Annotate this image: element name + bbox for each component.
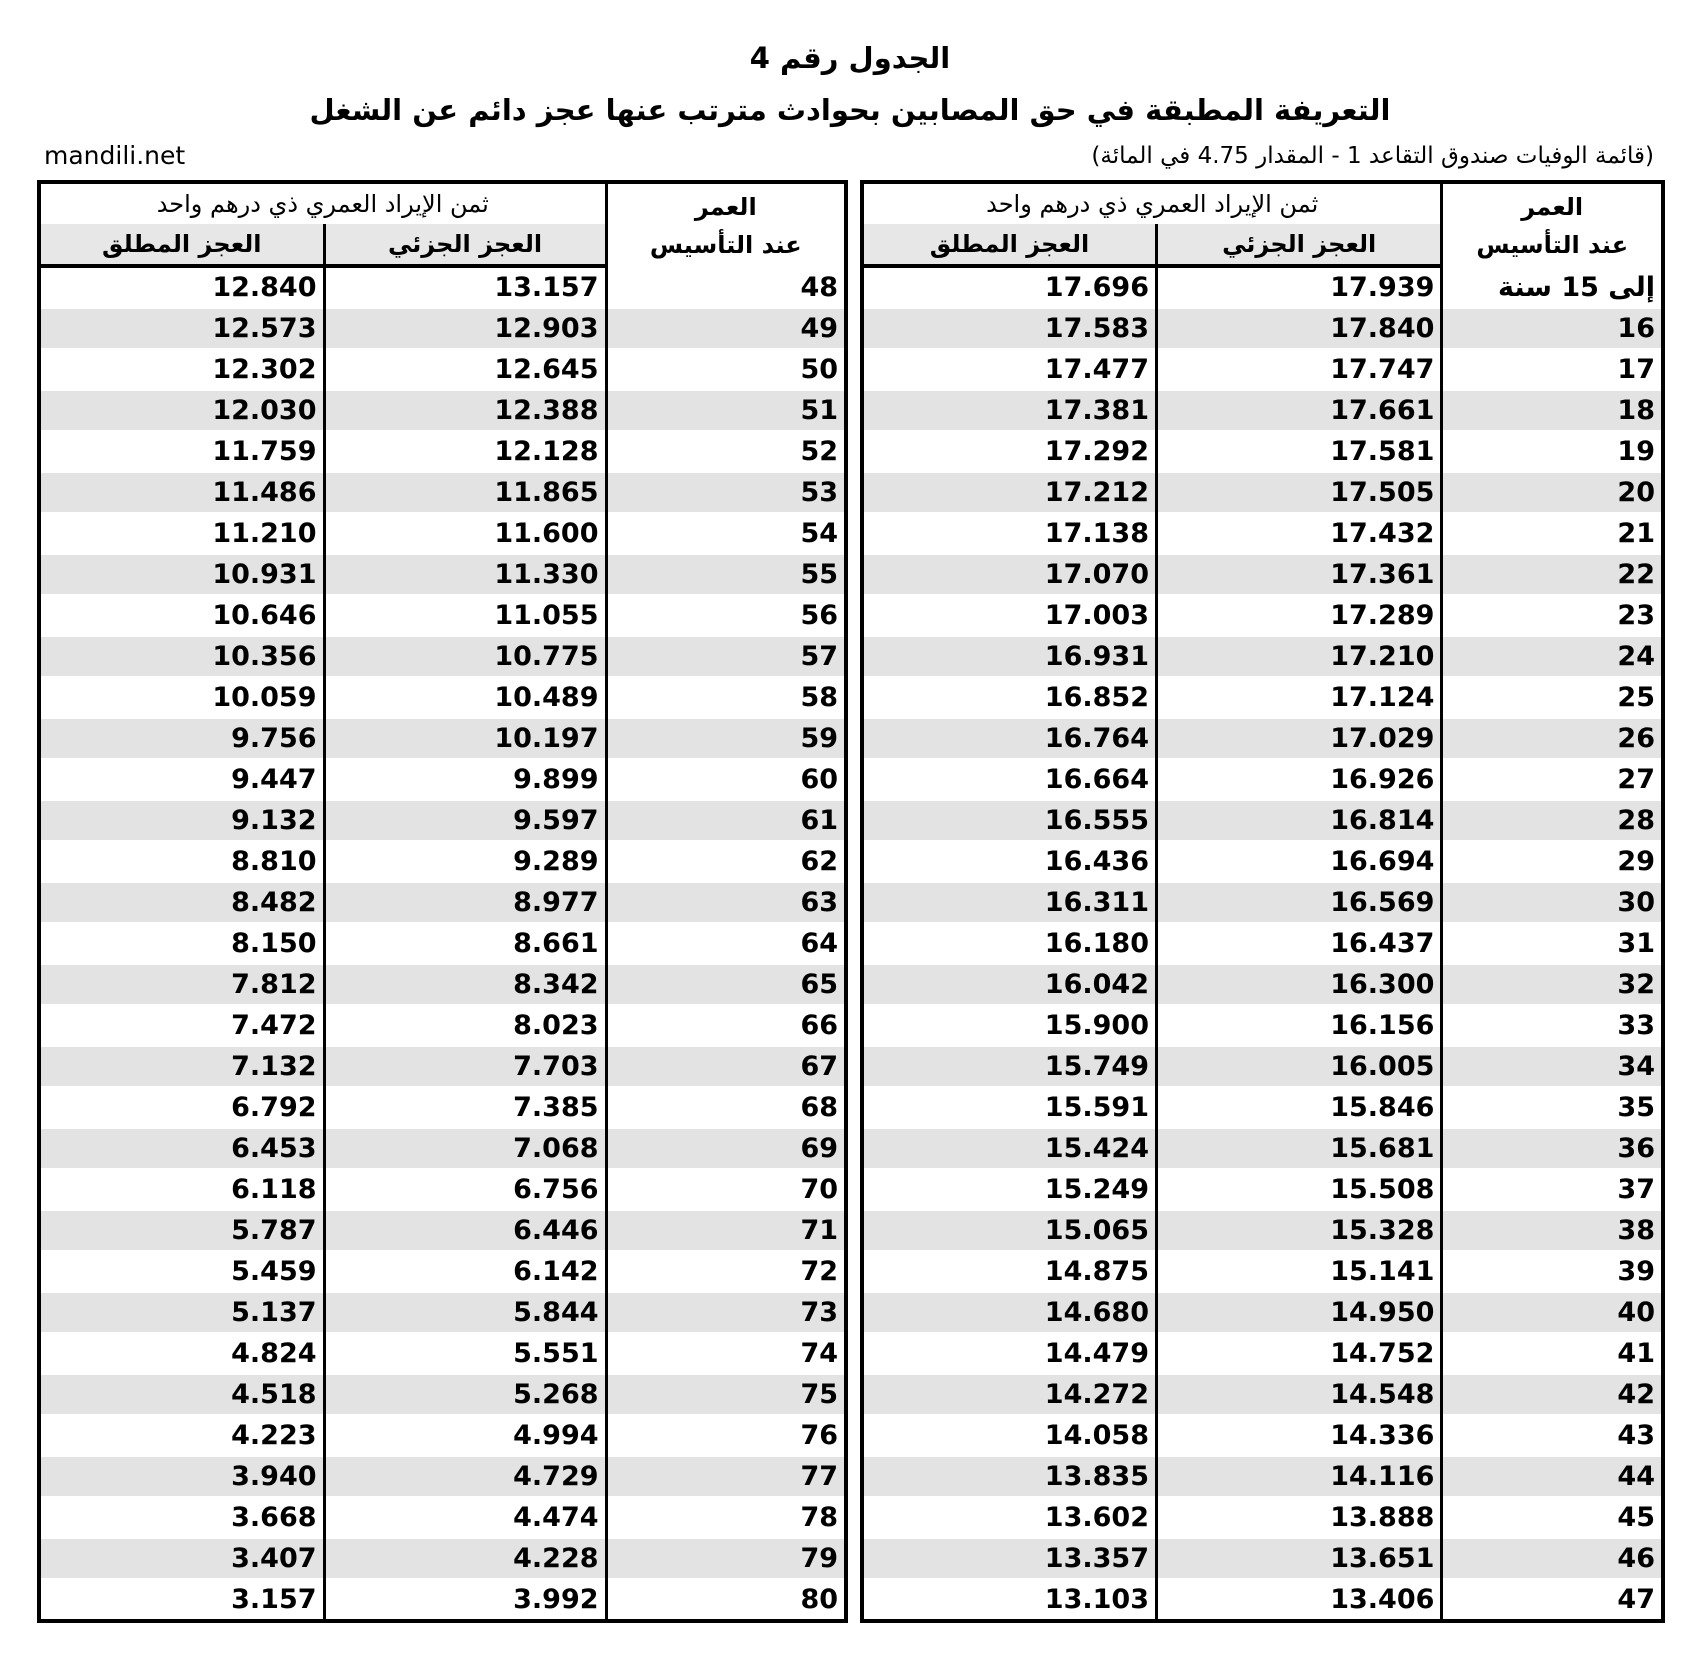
page-title: الجدول رقم 4 bbox=[749, 41, 951, 75]
absolute-disability-cell: 15.065 bbox=[862, 1210, 1157, 1251]
absolute-disability-cell: 4.223 bbox=[39, 1415, 324, 1456]
age-cell: 67 bbox=[606, 1046, 846, 1087]
absolute-disability-cell: 13.835 bbox=[862, 1456, 1157, 1497]
partial-disability-cell: 8.023 bbox=[324, 1005, 606, 1046]
right-table-container bbox=[860, 180, 1665, 1623]
right-table-body bbox=[862, 266, 1663, 1621]
age-cell: 36 bbox=[1442, 1128, 1663, 1169]
age-cell: 65 bbox=[606, 964, 846, 1005]
absolute-disability-cell: 13.103 bbox=[862, 1579, 1157, 1621]
partial-disability-cell: 12.645 bbox=[324, 349, 606, 390]
age-cell: 42 bbox=[1442, 1374, 1663, 1415]
age-header bbox=[1442, 182, 1663, 266]
age-cell: 32 bbox=[1442, 964, 1663, 1005]
absolute-disability-cell: 7.472 bbox=[39, 1005, 324, 1046]
partial-disability-cell: 17.747 bbox=[1157, 349, 1442, 390]
absolute-disability-cell: 8.482 bbox=[39, 882, 324, 923]
table-row bbox=[39, 349, 846, 390]
partial-disability-header: العجز الجزئي bbox=[324, 224, 606, 266]
age-cell: 23 bbox=[1442, 595, 1663, 636]
absolute-disability-cell: 17.292 bbox=[862, 431, 1157, 472]
left-table bbox=[37, 180, 848, 1623]
absolute-disability-cell: 10.646 bbox=[39, 595, 324, 636]
age-cell: 78 bbox=[606, 1497, 846, 1538]
absolute-disability-cell: 11.210 bbox=[39, 513, 324, 554]
table-row bbox=[39, 759, 846, 800]
table-row bbox=[39, 431, 846, 472]
age-cell: 25 bbox=[1442, 677, 1663, 718]
table-row bbox=[862, 1046, 1663, 1087]
partial-disability-cell: 4.474 bbox=[324, 1497, 606, 1538]
table-row bbox=[862, 1456, 1663, 1497]
table-row bbox=[862, 308, 1663, 349]
absolute-disability-cell: 6.792 bbox=[39, 1087, 324, 1128]
age-cell: 56 bbox=[606, 595, 846, 636]
absolute-disability-cell: 5.137 bbox=[39, 1292, 324, 1333]
absolute-disability-cell: 9.756 bbox=[39, 718, 324, 759]
partial-disability-cell: 14.752 bbox=[1157, 1333, 1442, 1374]
absolute-disability-cell: 9.447 bbox=[39, 759, 324, 800]
absolute-disability-header: العجز المطلق bbox=[39, 224, 324, 266]
table-row bbox=[862, 882, 1663, 923]
table-row bbox=[862, 1292, 1663, 1333]
table-row bbox=[39, 1333, 846, 1374]
partial-disability-cell: 8.661 bbox=[324, 923, 606, 964]
partial-disability-cell: 5.551 bbox=[324, 1333, 606, 1374]
age-cell: 68 bbox=[606, 1087, 846, 1128]
table-row bbox=[862, 677, 1663, 718]
absolute-disability-cell: 16.764 bbox=[862, 718, 1157, 759]
partial-disability-cell: 13.406 bbox=[1157, 1579, 1442, 1621]
absolute-disability-cell: 5.787 bbox=[39, 1210, 324, 1251]
table-row bbox=[39, 841, 846, 882]
age-cell: 40 bbox=[1442, 1292, 1663, 1333]
partial-disability-cell: 5.268 bbox=[324, 1374, 606, 1415]
partial-disability-cell: 16.814 bbox=[1157, 800, 1442, 841]
table-row bbox=[39, 636, 846, 677]
partial-disability-cell: 16.694 bbox=[1157, 841, 1442, 882]
table-row bbox=[862, 1415, 1663, 1456]
table-row bbox=[862, 1333, 1663, 1374]
table-row bbox=[39, 595, 846, 636]
table-row bbox=[862, 554, 1663, 595]
table-row bbox=[862, 1538, 1663, 1579]
table-row bbox=[862, 964, 1663, 1005]
table-row bbox=[39, 1087, 846, 1128]
partial-disability-cell: 14.950 bbox=[1157, 1292, 1442, 1333]
absolute-disability-cell: 10.356 bbox=[39, 636, 324, 677]
table-row bbox=[862, 1497, 1663, 1538]
absolute-disability-cell: 8.150 bbox=[39, 923, 324, 964]
table-row bbox=[862, 1005, 1663, 1046]
table-row bbox=[39, 1497, 846, 1538]
table-row bbox=[39, 964, 846, 1005]
age-cell: 70 bbox=[606, 1169, 846, 1210]
age-cell: 28 bbox=[1442, 800, 1663, 841]
age-cell: 30 bbox=[1442, 882, 1663, 923]
absolute-disability-cell: 3.940 bbox=[39, 1456, 324, 1497]
age-cell: 74 bbox=[606, 1333, 846, 1374]
age-cell: 71 bbox=[606, 1210, 846, 1251]
partial-disability-cell: 9.289 bbox=[324, 841, 606, 882]
partial-disability-cell: 12.128 bbox=[324, 431, 606, 472]
partial-disability-cell: 7.703 bbox=[324, 1046, 606, 1087]
table-note: (قائمة الوفيات صندوق التقاعد 1 - المقدار 4.75 في المائة) bbox=[1091, 143, 1654, 169]
age-cell: 58 bbox=[606, 677, 846, 718]
table-row bbox=[39, 1415, 846, 1456]
partial-disability-cell: 10.489 bbox=[324, 677, 606, 718]
age-cell: 19 bbox=[1442, 431, 1663, 472]
partial-disability-cell: 17.840 bbox=[1157, 308, 1442, 349]
partial-disability-cell: 12.903 bbox=[324, 308, 606, 349]
age-header bbox=[606, 182, 846, 266]
partial-disability-cell: 13.157 bbox=[324, 266, 606, 308]
partial-disability-cell: 17.661 bbox=[1157, 390, 1442, 431]
age-cell: 57 bbox=[606, 636, 846, 677]
table-row bbox=[39, 1456, 846, 1497]
annuity-group-header: ثمن الإيراد العمري ذي درهم واحد bbox=[862, 182, 1442, 224]
absolute-disability-cell: 12.840 bbox=[39, 266, 324, 308]
table-row bbox=[862, 923, 1663, 964]
age-cell: 21 bbox=[1442, 513, 1663, 554]
table-row bbox=[39, 677, 846, 718]
table-row bbox=[39, 923, 846, 964]
partial-disability-cell: 3.992 bbox=[324, 1579, 606, 1621]
partial-disability-cell: 17.505 bbox=[1157, 472, 1442, 513]
age-cell: 52 bbox=[606, 431, 846, 472]
absolute-disability-cell: 14.272 bbox=[862, 1374, 1157, 1415]
age-cell: 17 bbox=[1442, 349, 1663, 390]
age-cell: 80 bbox=[606, 1579, 846, 1621]
absolute-disability-cell: 17.138 bbox=[862, 513, 1157, 554]
age-cell: 43 bbox=[1442, 1415, 1663, 1456]
table-row bbox=[39, 266, 846, 308]
page-subtitle: التعريفة المطبقة في حق المصابين بحوادث مترتب عنها عجز دائم عن الشغل bbox=[309, 93, 1391, 127]
absolute-disability-header: العجز المطلق bbox=[862, 224, 1157, 266]
table-row bbox=[862, 1210, 1663, 1251]
site-name: mandili.net bbox=[44, 141, 186, 170]
table-row bbox=[39, 1374, 846, 1415]
table-row bbox=[862, 1087, 1663, 1128]
partial-disability-cell: 8.342 bbox=[324, 964, 606, 1005]
partial-disability-cell: 8.977 bbox=[324, 882, 606, 923]
absolute-disability-cell: 12.302 bbox=[39, 349, 324, 390]
absolute-disability-cell: 12.030 bbox=[39, 390, 324, 431]
partial-disability-cell: 16.156 bbox=[1157, 1005, 1442, 1046]
partial-disability-cell: 6.446 bbox=[324, 1210, 606, 1251]
right-table bbox=[860, 180, 1665, 1623]
age-cell: 37 bbox=[1442, 1169, 1663, 1210]
absolute-disability-cell: 14.058 bbox=[862, 1415, 1157, 1456]
absolute-disability-cell: 14.875 bbox=[862, 1251, 1157, 1292]
partial-disability-cell: 14.116 bbox=[1157, 1456, 1442, 1497]
age-header-line2: عند التأسيس bbox=[1476, 231, 1629, 259]
table-row bbox=[39, 554, 846, 595]
table-row bbox=[862, 266, 1663, 308]
table-row bbox=[39, 1251, 846, 1292]
absolute-disability-cell: 10.059 bbox=[39, 677, 324, 718]
table-row bbox=[862, 349, 1663, 390]
table-row bbox=[39, 1046, 846, 1087]
absolute-disability-cell: 3.407 bbox=[39, 1538, 324, 1579]
table-row bbox=[39, 472, 846, 513]
partial-disability-cell: 15.328 bbox=[1157, 1210, 1442, 1251]
age-header-line2: عند التأسيس bbox=[649, 231, 802, 259]
table-row bbox=[862, 513, 1663, 554]
table-row bbox=[862, 472, 1663, 513]
absolute-disability-cell: 5.459 bbox=[39, 1251, 324, 1292]
absolute-disability-cell: 17.212 bbox=[862, 472, 1157, 513]
absolute-disability-cell: 10.931 bbox=[39, 554, 324, 595]
partial-disability-cell: 14.336 bbox=[1157, 1415, 1442, 1456]
partial-disability-cell: 4.729 bbox=[324, 1456, 606, 1497]
partial-disability-header: العجز الجزئي bbox=[1157, 224, 1442, 266]
absolute-disability-cell: 13.602 bbox=[862, 1497, 1157, 1538]
absolute-disability-cell: 15.900 bbox=[862, 1005, 1157, 1046]
age-cell: 38 bbox=[1442, 1210, 1663, 1251]
age-cell: 53 bbox=[606, 472, 846, 513]
table-row bbox=[862, 390, 1663, 431]
partial-disability-cell: 15.141 bbox=[1157, 1251, 1442, 1292]
absolute-disability-cell: 16.436 bbox=[862, 841, 1157, 882]
partial-disability-cell: 15.846 bbox=[1157, 1087, 1442, 1128]
age-cell: 55 bbox=[606, 554, 846, 595]
absolute-disability-cell: 17.696 bbox=[862, 266, 1157, 308]
age-cell: 24 bbox=[1442, 636, 1663, 677]
table-row bbox=[39, 390, 846, 431]
age-cell: 79 bbox=[606, 1538, 846, 1579]
age-cell: 44 bbox=[1442, 1456, 1663, 1497]
absolute-disability-cell: 8.810 bbox=[39, 841, 324, 882]
partial-disability-cell: 6.142 bbox=[324, 1251, 606, 1292]
absolute-disability-cell: 17.477 bbox=[862, 349, 1157, 390]
partial-disability-cell: 16.569 bbox=[1157, 882, 1442, 923]
partial-disability-cell: 7.385 bbox=[324, 1087, 606, 1128]
partial-disability-cell: 11.865 bbox=[324, 472, 606, 513]
table-row bbox=[39, 513, 846, 554]
absolute-disability-cell: 6.118 bbox=[39, 1169, 324, 1210]
partial-disability-cell: 11.330 bbox=[324, 554, 606, 595]
age-cell: 26 bbox=[1442, 718, 1663, 759]
absolute-disability-cell: 16.555 bbox=[862, 800, 1157, 841]
absolute-disability-cell: 17.583 bbox=[862, 308, 1157, 349]
table-row bbox=[39, 800, 846, 841]
table-row bbox=[39, 308, 846, 349]
age-cell: 76 bbox=[606, 1415, 846, 1456]
table-row bbox=[862, 1579, 1663, 1621]
partial-disability-cell: 5.844 bbox=[324, 1292, 606, 1333]
partial-disability-cell: 13.651 bbox=[1157, 1538, 1442, 1579]
absolute-disability-cell: 11.759 bbox=[39, 431, 324, 472]
partial-disability-cell: 9.597 bbox=[324, 800, 606, 841]
age-cell: 75 bbox=[606, 1374, 846, 1415]
partial-disability-cell: 16.926 bbox=[1157, 759, 1442, 800]
age-header-line1: العمر bbox=[694, 193, 757, 221]
partial-disability-cell: 17.029 bbox=[1157, 718, 1442, 759]
table-row bbox=[862, 1374, 1663, 1415]
partial-disability-cell: 4.994 bbox=[324, 1415, 606, 1456]
table-row bbox=[39, 1210, 846, 1251]
table-row bbox=[39, 718, 846, 759]
age-cell: 46 bbox=[1442, 1538, 1663, 1579]
age-cell: 61 bbox=[606, 800, 846, 841]
absolute-disability-cell: 12.573 bbox=[39, 308, 324, 349]
age-cell: 18 bbox=[1442, 390, 1663, 431]
absolute-disability-cell: 16.664 bbox=[862, 759, 1157, 800]
absolute-disability-cell: 4.824 bbox=[39, 1333, 324, 1374]
partial-disability-cell: 11.055 bbox=[324, 595, 606, 636]
absolute-disability-cell: 14.680 bbox=[862, 1292, 1157, 1333]
age-cell: 35 bbox=[1442, 1087, 1663, 1128]
table-row bbox=[862, 595, 1663, 636]
table-row bbox=[39, 882, 846, 923]
left-table-body bbox=[39, 266, 846, 1621]
partial-disability-cell: 15.508 bbox=[1157, 1169, 1442, 1210]
absolute-disability-cell: 11.486 bbox=[39, 472, 324, 513]
table-row bbox=[39, 1579, 846, 1621]
age-cell: 60 bbox=[606, 759, 846, 800]
age-cell: 69 bbox=[606, 1128, 846, 1169]
age-cell: إلى 15 سنة bbox=[1442, 266, 1663, 308]
partial-disability-cell: 10.775 bbox=[324, 636, 606, 677]
age-cell: 59 bbox=[606, 718, 846, 759]
absolute-disability-cell: 16.042 bbox=[862, 964, 1157, 1005]
table-row bbox=[862, 636, 1663, 677]
absolute-disability-cell: 17.381 bbox=[862, 390, 1157, 431]
age-cell: 41 bbox=[1442, 1333, 1663, 1374]
absolute-disability-cell: 6.453 bbox=[39, 1128, 324, 1169]
partial-disability-cell: 17.939 bbox=[1157, 266, 1442, 308]
age-cell: 29 bbox=[1442, 841, 1663, 882]
partial-disability-cell: 11.600 bbox=[324, 513, 606, 554]
partial-disability-cell: 12.388 bbox=[324, 390, 606, 431]
absolute-disability-cell: 15.249 bbox=[862, 1169, 1157, 1210]
absolute-disability-cell: 16.931 bbox=[862, 636, 1157, 677]
table-row bbox=[862, 841, 1663, 882]
absolute-disability-cell: 16.311 bbox=[862, 882, 1157, 923]
absolute-disability-cell: 3.668 bbox=[39, 1497, 324, 1538]
age-cell: 22 bbox=[1442, 554, 1663, 595]
partial-disability-cell: 4.228 bbox=[324, 1538, 606, 1579]
age-cell: 77 bbox=[606, 1456, 846, 1497]
age-header-line1: العمر bbox=[1521, 193, 1584, 221]
table-row bbox=[39, 1128, 846, 1169]
age-cell: 45 bbox=[1442, 1497, 1663, 1538]
absolute-disability-cell: 7.812 bbox=[39, 964, 324, 1005]
absolute-disability-cell: 16.852 bbox=[862, 677, 1157, 718]
age-cell: 50 bbox=[606, 349, 846, 390]
partial-disability-cell: 13.888 bbox=[1157, 1497, 1442, 1538]
table-row bbox=[862, 431, 1663, 472]
partial-disability-cell: 7.068 bbox=[324, 1128, 606, 1169]
partial-disability-cell: 17.124 bbox=[1157, 677, 1442, 718]
table-row bbox=[39, 1005, 846, 1046]
partial-disability-cell: 16.005 bbox=[1157, 1046, 1442, 1087]
table-row bbox=[862, 800, 1663, 841]
absolute-disability-cell: 15.424 bbox=[862, 1128, 1157, 1169]
age-cell: 33 bbox=[1442, 1005, 1663, 1046]
partial-disability-cell: 17.210 bbox=[1157, 636, 1442, 677]
partial-disability-cell: 17.361 bbox=[1157, 554, 1442, 595]
table-row bbox=[862, 759, 1663, 800]
age-cell: 47 bbox=[1442, 1579, 1663, 1621]
absolute-disability-cell: 15.749 bbox=[862, 1046, 1157, 1087]
age-cell: 48 bbox=[606, 266, 846, 308]
absolute-disability-cell: 7.132 bbox=[39, 1046, 324, 1087]
age-cell: 73 bbox=[606, 1292, 846, 1333]
partial-disability-cell: 9.899 bbox=[324, 759, 606, 800]
age-cell: 39 bbox=[1442, 1251, 1663, 1292]
partial-disability-cell: 16.300 bbox=[1157, 964, 1442, 1005]
absolute-disability-cell: 4.518 bbox=[39, 1374, 324, 1415]
partial-disability-cell: 6.756 bbox=[324, 1169, 606, 1210]
age-cell: 31 bbox=[1442, 923, 1663, 964]
table-row bbox=[862, 1251, 1663, 1292]
table-row bbox=[862, 718, 1663, 759]
age-cell: 72 bbox=[606, 1251, 846, 1292]
partial-disability-cell: 17.581 bbox=[1157, 431, 1442, 472]
annuity-group-header: ثمن الإيراد العمري ذي درهم واحد bbox=[39, 182, 606, 224]
age-cell: 63 bbox=[606, 882, 846, 923]
table-row bbox=[39, 1292, 846, 1333]
partial-disability-cell: 14.548 bbox=[1157, 1374, 1442, 1415]
table-row bbox=[39, 1538, 846, 1579]
table-row bbox=[862, 1169, 1663, 1210]
age-cell: 66 bbox=[606, 1005, 846, 1046]
age-cell: 27 bbox=[1442, 759, 1663, 800]
age-cell: 62 bbox=[606, 841, 846, 882]
partial-disability-cell: 15.681 bbox=[1157, 1128, 1442, 1169]
left-table-container bbox=[37, 180, 844, 1623]
age-cell: 54 bbox=[606, 513, 846, 554]
partial-disability-cell: 17.289 bbox=[1157, 595, 1442, 636]
partial-disability-cell: 10.197 bbox=[324, 718, 606, 759]
age-cell: 49 bbox=[606, 308, 846, 349]
absolute-disability-cell: 16.180 bbox=[862, 923, 1157, 964]
partial-disability-cell: 17.432 bbox=[1157, 513, 1442, 554]
absolute-disability-cell: 15.591 bbox=[862, 1087, 1157, 1128]
age-cell: 20 bbox=[1442, 472, 1663, 513]
table-row bbox=[39, 1169, 846, 1210]
age-cell: 51 bbox=[606, 390, 846, 431]
table-row bbox=[862, 1128, 1663, 1169]
absolute-disability-cell: 9.132 bbox=[39, 800, 324, 841]
absolute-disability-cell: 17.003 bbox=[862, 595, 1157, 636]
age-cell: 64 bbox=[606, 923, 846, 964]
partial-disability-cell: 16.437 bbox=[1157, 923, 1442, 964]
age-cell: 34 bbox=[1442, 1046, 1663, 1087]
age-cell: 16 bbox=[1442, 308, 1663, 349]
absolute-disability-cell: 3.157 bbox=[39, 1579, 324, 1621]
absolute-disability-cell: 13.357 bbox=[862, 1538, 1157, 1579]
absolute-disability-cell: 17.070 bbox=[862, 554, 1157, 595]
absolute-disability-cell: 14.479 bbox=[862, 1333, 1157, 1374]
